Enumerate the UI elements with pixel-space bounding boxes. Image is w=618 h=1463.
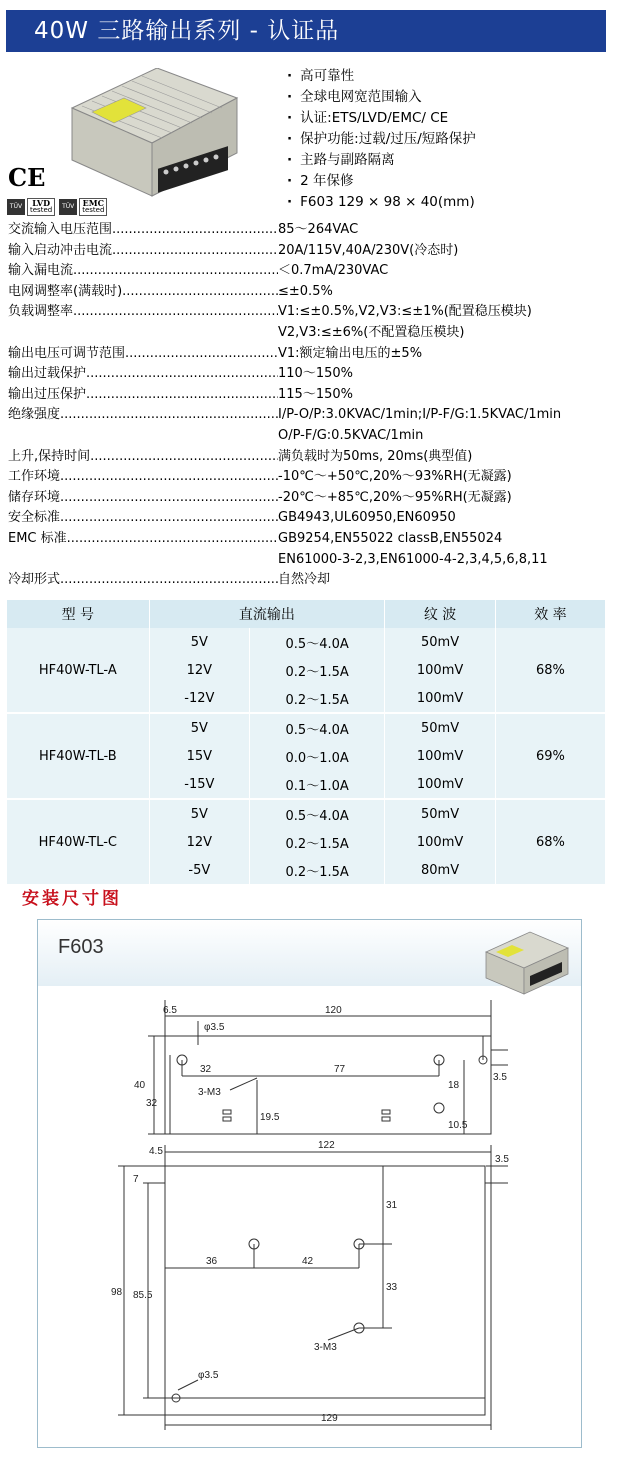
efficiency-cell: 69% <box>495 713 605 799</box>
spec-value <box>278 508 618 529</box>
spec-label-text: 储存环境 <box>8 489 61 505</box>
dim-left-offset: 6.5 <box>163 1005 177 1016</box>
dim-top-offset: 7 <box>133 1174 139 1185</box>
dim-bottom-right-offset: 3.5 <box>495 1154 509 1165</box>
dim-bottom-left-offset: 4.5 <box>149 1146 163 1157</box>
page-title: 40W 三路输出系列 - 认证品 <box>6 10 606 52</box>
spec-value-line: -20℃～+85℃,20%～95%RH(无凝露) <box>278 489 512 505</box>
spec-value <box>278 364 618 385</box>
feature-list <box>287 66 476 213</box>
dim-bottom-hole-dia: φ3.5 <box>198 1370 219 1381</box>
spec-label-text: 输出过压保护 <box>8 386 87 402</box>
spec-row <box>8 364 618 385</box>
spec-row <box>8 261 618 282</box>
emc-label: EMC <box>82 198 104 208</box>
tuv-logo: TÜV <box>59 199 77 215</box>
ripple-cell: 50mV <box>385 628 496 656</box>
spec-label <box>8 282 278 303</box>
efficiency-cell: 68% <box>495 799 605 885</box>
spec-label <box>8 508 278 529</box>
spec-row <box>8 282 618 303</box>
feature-item: · 高可靠性 <box>287 66 476 87</box>
spec-label <box>8 488 278 509</box>
spec-value-line: EN61000-3-2,3,EN61000-4-2,3,4,5,6,8,11 <box>278 551 548 567</box>
spec-value-line: 20A/115V,40A/230V(冷态时) <box>278 242 459 258</box>
spec-value <box>278 220 618 241</box>
dim-height: 40 <box>134 1080 146 1091</box>
spec-value-line: V1:≤±0.5%,V2,V3:≤±1%(配置稳压模块) <box>278 304 532 320</box>
dim-bottom-inner-height: 85.5 <box>133 1290 153 1301</box>
spec-value <box>278 241 618 262</box>
spec-value-line: 满负载时为50ms, 20ms(典型值) <box>278 448 473 464</box>
dim-bottom-hole-spacing: 42 <box>302 1256 314 1267</box>
voltage-cell: 5V <box>149 799 249 828</box>
spec-value <box>278 467 618 488</box>
spec-value <box>278 302 618 343</box>
voltage-cell: -12V <box>149 684 249 713</box>
current-cell: 0.1～1.0A <box>250 770 385 799</box>
model-cell: HF40W-TL-A <box>7 628 149 713</box>
spec-value <box>278 447 618 468</box>
tuv-logo: TÜV <box>7 199 25 215</box>
spec-label-text: EMC 标准 <box>8 530 67 546</box>
spec-label-text: 输出过载保护 <box>8 366 87 382</box>
spec-value-line: V2,V3:≤±6%(不配置稳压模块) <box>278 324 465 340</box>
dim-right-offset: 3.5 <box>493 1072 507 1083</box>
spec-value-line: ＜0.7mA/230VAC <box>278 263 389 279</box>
feature-item: · 保护功能:过载/过压/短路保护 <box>287 129 476 150</box>
current-cell: 0.2～1.5A <box>250 684 385 713</box>
spec-value <box>278 385 618 406</box>
lvd-cert <box>7 198 55 216</box>
ripple-cell: 100mV <box>385 684 496 713</box>
emc-tested: tested <box>82 206 105 214</box>
table-row <box>7 799 606 828</box>
model-cell: HF40W-TL-C <box>7 799 149 885</box>
efficiency-cell: 68% <box>495 628 605 713</box>
model-table <box>7 600 606 886</box>
spec-row <box>8 405 618 446</box>
current-cell: 0.2～1.5A <box>250 656 385 684</box>
spec-value-line: O/P-F/G:0.5KVAC/1min <box>278 427 424 443</box>
spec-label <box>8 302 278 343</box>
voltage-cell: 5V <box>149 628 249 656</box>
dim-hole-spacing: 77 <box>334 1064 346 1075</box>
spec-row <box>8 220 618 241</box>
spec-label <box>8 467 278 488</box>
product-image <box>62 68 240 202</box>
ripple-cell: 100mV <box>385 742 496 770</box>
spec-value-line: GB9254,EN55022 classB,EN55024 <box>278 530 503 546</box>
spec-label <box>8 570 278 591</box>
feature-item: · 全球电网宽范围输入 <box>287 87 476 108</box>
dim-bottom-screw: 3-M3 <box>314 1342 337 1353</box>
spec-label-text: 冷却形式 <box>8 572 61 588</box>
spec-row <box>8 344 618 365</box>
spec-value-line: V1:额定输出电压的±5% <box>278 345 423 361</box>
lvd-tested: tested <box>30 206 53 214</box>
mechanical-drawing <box>38 920 583 1449</box>
spec-row <box>8 467 618 488</box>
voltage-cell: 12V <box>149 656 249 684</box>
spec-value-line: 115～150% <box>278 386 353 402</box>
spec-value-line: 自然冷却 <box>278 572 331 588</box>
spec-row <box>8 529 618 570</box>
spec-value <box>278 261 618 282</box>
spec-list <box>8 220 618 591</box>
voltage-cell: 5V <box>149 713 249 742</box>
spec-row <box>8 488 618 509</box>
table-header-row <box>7 600 606 628</box>
dim-hole-dia: φ3.5 <box>204 1022 225 1033</box>
header-model: 型 号 <box>7 600 149 628</box>
spec-value-line: -10℃～+50℃,20%～93%RH(无凝露) <box>278 469 512 485</box>
dim-bottom-offset: 10.5 <box>448 1120 468 1131</box>
spec-row <box>8 570 618 591</box>
dim-hole-from-left: 32 <box>200 1064 212 1075</box>
table-row <box>7 628 606 656</box>
spec-label <box>8 447 278 468</box>
dim-hole-pair-gap: 18 <box>448 1080 460 1091</box>
install-title: 安装尺寸图 <box>22 889 122 909</box>
ripple-cell: 100mV <box>385 828 496 856</box>
ripple-cell: 100mV <box>385 656 496 684</box>
feature-item: · F603 129 × 98 × 40(mm) <box>287 192 476 213</box>
spec-value-line: I/P-O/P:3.0KVAC/1min;I/P-F/G:1.5KVAC/1min <box>278 407 562 423</box>
spec-label <box>8 241 278 262</box>
spec-label-text: 上升,保持时间 <box>8 448 91 464</box>
voltage-cell: 12V <box>149 828 249 856</box>
lvd-label: LVD <box>32 198 51 208</box>
spec-row <box>8 447 618 468</box>
ripple-cell: 50mV <box>385 713 496 742</box>
spec-label <box>8 261 278 282</box>
header-output: 直流输出 <box>149 600 385 628</box>
voltage-cell: -15V <box>149 770 249 799</box>
current-cell: 0.5～4.0A <box>250 713 385 742</box>
dim-bottom-total-width: 129 <box>321 1413 338 1424</box>
spec-label <box>8 364 278 385</box>
model-cell: HF40W-TL-B <box>7 713 149 799</box>
dim-screw: 3-M3 <box>198 1087 221 1098</box>
current-cell: 0.2～1.5A <box>250 828 385 856</box>
spec-label <box>8 529 278 570</box>
header-ripple: 纹 波 <box>385 600 496 628</box>
spec-value <box>278 344 618 365</box>
header-efficiency: 效 率 <box>495 600 605 628</box>
spec-label-text: 负载调整率 <box>8 304 74 320</box>
spec-value-line: GB4943,UL60950,EN60950 <box>278 510 456 526</box>
spec-row <box>8 385 618 406</box>
spec-label-text: 输入漏电流 <box>8 263 74 279</box>
voltage-cell: 15V <box>149 742 249 770</box>
spec-value-line: 110～150% <box>278 366 353 382</box>
emc-cert <box>59 198 107 216</box>
spec-label-text: 绝缘强度 <box>8 407 61 423</box>
feature-item: · 2 年保修 <box>287 171 476 192</box>
feature-item: · 主路与副路隔离 <box>287 150 476 171</box>
spec-row <box>8 302 618 343</box>
spec-label-text: 电网调整率(满载时) <box>8 283 123 299</box>
table-row <box>7 713 606 742</box>
spec-label <box>8 405 278 446</box>
current-cell: 0.5～4.0A <box>250 799 385 828</box>
spec-value-line: 85～264VAC <box>278 222 359 237</box>
spec-label <box>8 344 278 365</box>
ripple-cell: 80mV <box>385 856 496 885</box>
voltage-cell: -5V <box>149 856 249 885</box>
spec-value <box>278 529 618 570</box>
drawing-code: F603 <box>58 936 104 958</box>
current-cell: 0.5～4.0A <box>250 628 385 656</box>
dim-total-width: 120 <box>325 1005 342 1016</box>
spec-value <box>278 570 618 591</box>
current-cell: 0.2～1.5A <box>250 856 385 885</box>
ce-mark: CE <box>8 163 46 192</box>
spec-label <box>8 220 278 241</box>
spec-row <box>8 241 618 262</box>
spec-value <box>278 282 618 303</box>
dim-bottom-hole-from-left: 36 <box>206 1256 218 1267</box>
spec-label-text: 输入启动冲击电流 <box>8 242 113 258</box>
dim-hole-y: 19.5 <box>260 1112 280 1123</box>
spec-value <box>278 488 618 509</box>
spec-label <box>8 385 278 406</box>
spec-label-text: 工作环境 <box>8 469 61 485</box>
dim-bottom-height: 98 <box>111 1287 123 1298</box>
spec-value <box>278 405 618 446</box>
dim-gap-top: 31 <box>386 1200 398 1211</box>
spec-label-text: 输出电压可调节范围 <box>8 345 126 361</box>
spec-label-text: 安全标准 <box>8 510 61 526</box>
dim-gap-mid: 33 <box>386 1282 398 1293</box>
spec-row <box>8 508 618 529</box>
current-cell: 0.0～1.0A <box>250 742 385 770</box>
dim-bottom-width: 122 <box>318 1140 335 1151</box>
spec-value-line: ≤±0.5% <box>278 283 333 299</box>
spec-label-text: 交流输入电压范围 <box>8 222 113 237</box>
ripple-cell: 50mV <box>385 799 496 828</box>
ripple-cell: 100mV <box>385 770 496 799</box>
dim-inner-height: 32 <box>146 1098 158 1109</box>
feature-item: · 认证:ETS/LVD/EMC/ CE <box>287 108 476 129</box>
dimension-drawing <box>37 919 582 1448</box>
cert-logos <box>7 198 107 216</box>
